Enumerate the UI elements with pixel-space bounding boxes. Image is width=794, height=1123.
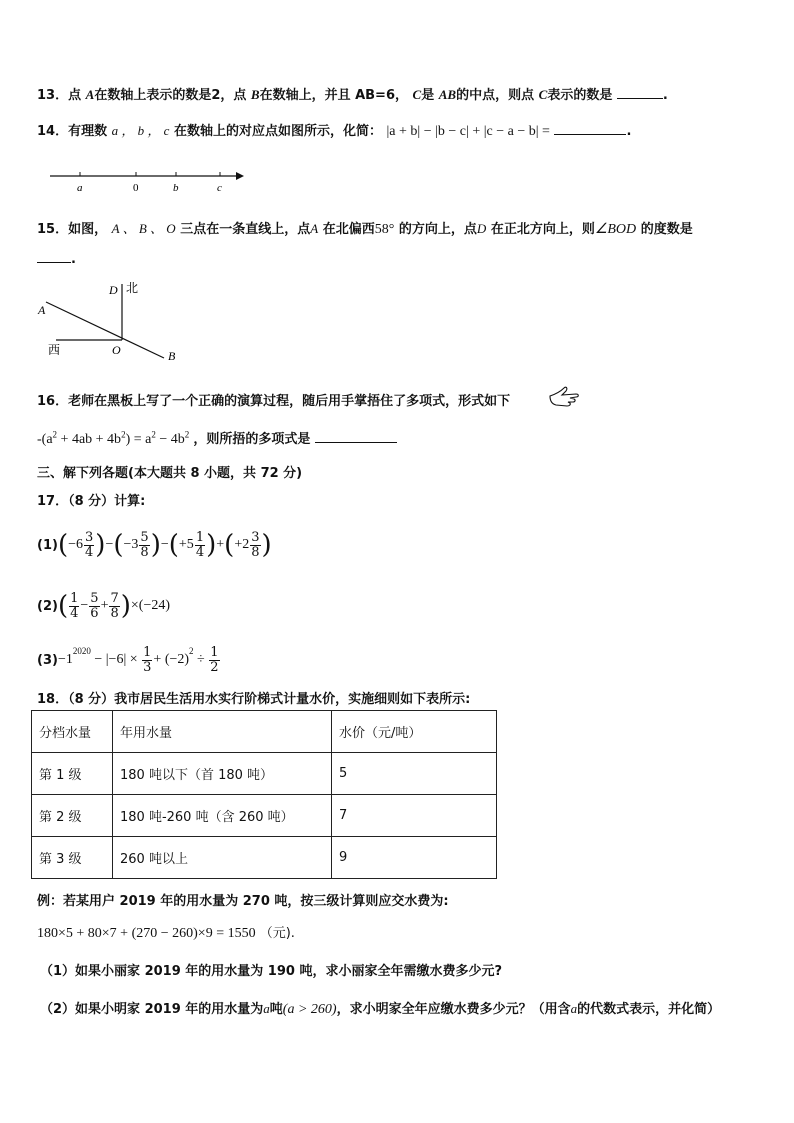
answer-blank[interactable]: [315, 430, 397, 443]
table-row: [32, 837, 497, 879]
arrow-icon: [236, 172, 244, 180]
question-16-expr: $-(a^2 + 4ab + 4b^2) = a^2 - 4b^2$ ，则所捂的多项式是: [37, 428, 397, 448]
table-cell: 5: [332, 753, 497, 795]
q17-part-2: (2) ( $\frac{1}{4}$ − $\frac{5}{6}$ + $\frac{7}{8}$ ) ×(−24): [37, 590, 171, 621]
direction-figure: [34, 278, 184, 368]
table-cell: 第 2 级: [32, 795, 113, 837]
q18-sub2: （2）如果小明家 2019 年的用水量为a吨(a > 260)，求小明家全年应缴水费多少元？（用含a的代数式表示，并化简）: [40, 1001, 721, 1017]
question-17-title: 17．（8 分）计算:: [37, 494, 146, 509]
label-a: A: [38, 303, 46, 317]
label-o: O: [112, 343, 121, 357]
question-13: 13．点 A在数轴上表示的数是2，点 B在数轴上，并且 AB=6， C是 AB的中点，则点 C表示的数是 .: [37, 87, 668, 103]
q17-part-1: (1) ( −6 $\frac{3}{4}$ ) − ( −3 $\frac{5}{8}$ ) − ( +5 $\frac{1}{4}$ ) + ( +2 $\frac{3}{8}$ ): [37, 529, 272, 560]
table-row: [32, 795, 497, 837]
label-d: D: [109, 283, 118, 297]
question-15: 15．如图， A 、 B 、 O 三点在一条直线上，点A 在北偏西58° 的方向上，点D 在正北方向上，则∠BOD 的度数是: [37, 221, 693, 237]
table-cell: 260 吨以上: [113, 837, 332, 879]
number-line-figure: [46, 164, 246, 196]
question-14: 14．有理数 a ， b ， c 在数轴上的对应点如图所示，化简： |a + b| − |b − c| + |c − a − b| = .: [37, 123, 632, 139]
label-west: 西: [48, 343, 61, 357]
table-row: [32, 753, 497, 795]
label-b: B: [168, 349, 176, 363]
table-header: 水价（元/吨）: [332, 711, 497, 753]
q16-expression: $-(a^2 + 4ab + 4b^2) = a^2 - 4b^2$: [37, 429, 190, 447]
q18-example: 例：若某用户 2019 年的用水量为 270 吨，按三级计算则应交水费为:: [37, 894, 449, 909]
ray-ob: [46, 302, 164, 358]
table-header-row: [32, 711, 497, 753]
question-16: 16．老师在黑板上写了一个正确的演算过程，随后用手掌捂住了多项式，形式如下: [37, 394, 511, 409]
table-header: 年用水量: [113, 711, 332, 753]
table-cell: 第 1 级: [32, 753, 113, 795]
table-cell: 第 3 级: [32, 837, 113, 879]
tick-label-a: a: [77, 182, 83, 194]
question-18-title: 18．（8 分）我市居民生活用水实行阶梯式计量水价，实施细则如下表所示:: [37, 692, 471, 707]
q17-part-3: (3) −1 $^{2020}$ − |−6| × $\frac{1}{3}$ + (−2) $^2$ ÷ $\frac{1}{2}$: [37, 644, 219, 675]
section-3-heading: 三、解下列各题(本大题共 8 小题，共 72 分): [37, 466, 303, 481]
table-cell: 7: [332, 795, 497, 837]
label-north: 北: [126, 281, 139, 295]
table-cell: 9: [332, 837, 497, 879]
hand-icon: [548, 384, 582, 408]
q18-formula: 180×5 + 80×7 + (270 − 260)×9 = 1550 （元).: [37, 926, 295, 941]
table-header: 分档水量: [32, 711, 113, 753]
answer-blank[interactable]: [554, 122, 626, 135]
q18-sub1: （1）如果小丽家 2019 年的用水量为 190 吨，求小丽家全年需缴水费多少元?: [40, 964, 503, 979]
table-cell: 180 吨-260 吨（含 260 吨）: [113, 795, 332, 837]
question-15-blank: .: [37, 250, 76, 267]
tick-label-c: c: [217, 182, 222, 194]
tick-label-b: b: [173, 182, 179, 194]
table-cell: 180 吨以下（首 180 吨）: [113, 753, 332, 795]
water-price-table: [31, 710, 497, 879]
answer-blank[interactable]: [617, 86, 663, 99]
tick-label-0: 0: [133, 182, 139, 194]
answer-blank[interactable]: [37, 250, 71, 263]
